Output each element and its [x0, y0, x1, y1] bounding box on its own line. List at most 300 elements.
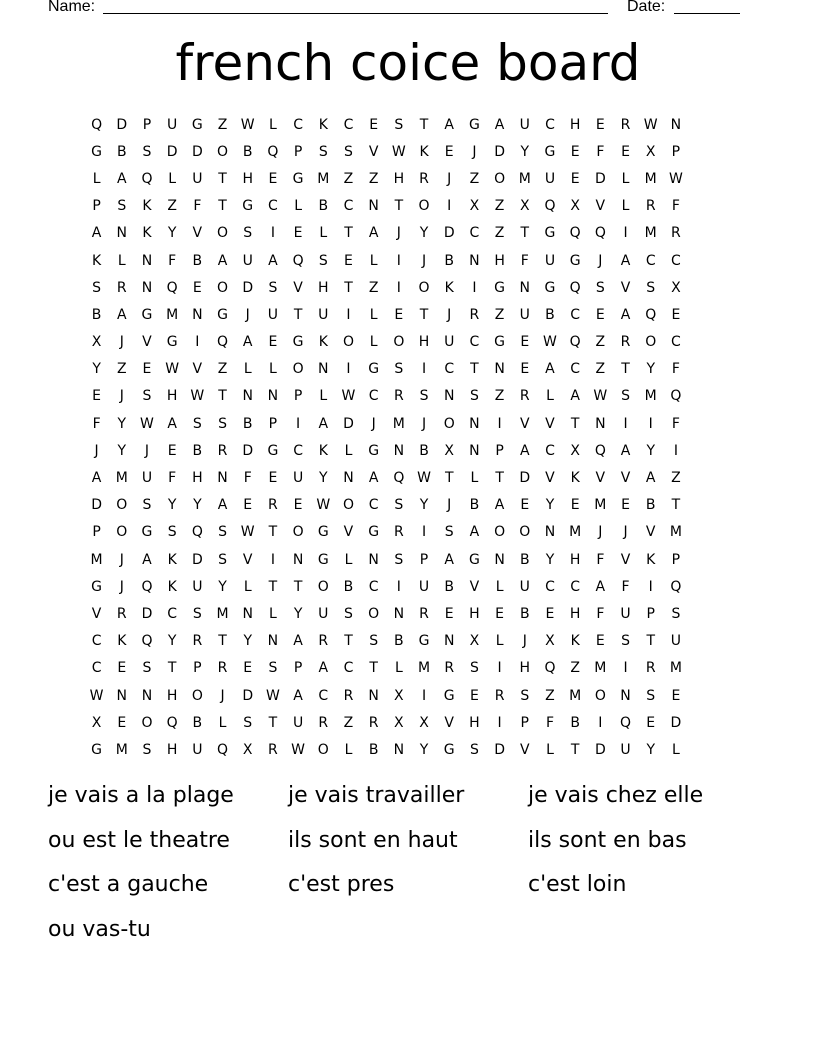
- grid-letter[interactable]: O: [494, 524, 506, 541]
- grid-letter[interactable]: F: [621, 578, 630, 595]
- grid-letter[interactable]: I: [396, 279, 401, 296]
- grid-letter[interactable]: O: [418, 279, 430, 296]
- grid-letter[interactable]: U: [318, 605, 329, 622]
- grid-letter[interactable]: Y: [646, 741, 655, 758]
- grid-letter[interactable]: N: [469, 415, 480, 432]
- grid-letter[interactable]: Q: [594, 225, 606, 242]
- grid-letter[interactable]: G: [267, 442, 279, 459]
- grid-letter[interactable]: G: [544, 225, 556, 242]
- grid-letter[interactable]: Q: [141, 633, 153, 650]
- grid-letter[interactable]: P: [520, 714, 529, 731]
- grid-letter[interactable]: Z: [116, 361, 127, 378]
- grid-letter[interactable]: Y: [117, 415, 127, 432]
- grid-letter[interactable]: I: [195, 334, 200, 351]
- grid-letter[interactable]: T: [218, 633, 227, 650]
- grid-letter[interactable]: L: [243, 361, 252, 378]
- grid-letter[interactable]: G: [191, 116, 203, 133]
- grid-letter[interactable]: I: [623, 415, 628, 432]
- grid-letter[interactable]: L: [269, 116, 277, 133]
- grid-letter[interactable]: N: [519, 279, 531, 296]
- grid-letter[interactable]: L: [394, 660, 403, 677]
- grid-letter[interactable]: X: [519, 198, 530, 215]
- grid-letter[interactable]: N: [670, 116, 682, 133]
- grid-letter[interactable]: B: [519, 605, 530, 622]
- grid-letter[interactable]: P: [293, 143, 303, 160]
- grid-letter[interactable]: Z: [167, 198, 177, 215]
- grid-letter[interactable]: A: [242, 334, 253, 351]
- grid-letter[interactable]: L: [117, 252, 126, 269]
- grid-letter[interactable]: C: [545, 442, 555, 459]
- grid-letter[interactable]: Y: [545, 497, 555, 514]
- grid-letter[interactable]: C: [293, 116, 303, 133]
- grid-letter[interactable]: L: [546, 388, 554, 405]
- grid-letter[interactable]: Y: [117, 442, 127, 459]
- grid-letter[interactable]: O: [594, 687, 606, 704]
- grid-letter[interactable]: K: [92, 252, 102, 269]
- grid-letter[interactable]: J: [94, 442, 99, 459]
- grid-letter[interactable]: Y: [545, 551, 555, 568]
- grid-letter[interactable]: Y: [243, 633, 252, 650]
- grid-letter[interactable]: L: [621, 198, 630, 215]
- grid-letter[interactable]: J: [421, 415, 427, 432]
- grid-letter[interactable]: V: [192, 225, 203, 242]
- grid-letter[interactable]: F: [520, 252, 529, 269]
- grid-letter[interactable]: J: [447, 170, 452, 187]
- grid-letter[interactable]: T: [470, 361, 479, 378]
- grid-letter[interactable]: S: [243, 225, 253, 242]
- grid-letter[interactable]: L: [344, 551, 353, 568]
- grid-letter[interactable]: I: [396, 252, 401, 269]
- grid-letter[interactable]: Z: [595, 334, 606, 351]
- grid-letter[interactable]: E: [646, 714, 656, 731]
- grid-letter[interactable]: V: [645, 524, 656, 541]
- grid-letter[interactable]: M: [569, 524, 582, 541]
- grid-letter[interactable]: S: [344, 605, 353, 622]
- grid-letter[interactable]: T: [268, 714, 278, 731]
- grid-letter[interactable]: N: [368, 687, 379, 704]
- grid-letter[interactable]: U: [141, 470, 153, 487]
- grid-letter[interactable]: W: [391, 143, 406, 160]
- grid-letter[interactable]: A: [293, 633, 303, 650]
- grid-letter[interactable]: W: [593, 388, 608, 405]
- grid-letter[interactable]: F: [671, 198, 680, 215]
- grid-letter[interactable]: X: [570, 442, 580, 459]
- grid-letter[interactable]: L: [344, 442, 353, 459]
- grid-letter[interactable]: H: [469, 605, 480, 622]
- grid-letter[interactable]: M: [166, 306, 179, 323]
- grid-letter[interactable]: Q: [141, 170, 153, 187]
- grid-letter[interactable]: G: [292, 170, 304, 187]
- grid-letter[interactable]: B: [116, 143, 127, 160]
- grid-letter[interactable]: N: [595, 415, 606, 432]
- grid-letter[interactable]: U: [318, 306, 329, 323]
- grid-letter[interactable]: I: [623, 660, 628, 677]
- grid-letter[interactable]: H: [166, 388, 178, 405]
- grid-letter[interactable]: W: [341, 388, 356, 405]
- grid-letter[interactable]: D: [519, 470, 531, 487]
- grid-letter[interactable]: S: [369, 633, 379, 650]
- grid-letter[interactable]: H: [242, 170, 253, 187]
- grid-letter[interactable]: S: [344, 143, 353, 160]
- grid-letter[interactable]: U: [620, 741, 631, 758]
- grid-letter[interactable]: E: [469, 687, 479, 704]
- grid-letter[interactable]: N: [368, 551, 379, 568]
- grid-letter[interactable]: D: [594, 170, 606, 187]
- grid-letter[interactable]: Z: [494, 306, 505, 323]
- grid-letter[interactable]: L: [319, 388, 328, 405]
- grid-letter[interactable]: G: [368, 524, 380, 541]
- grid-letter[interactable]: M: [392, 415, 405, 432]
- grid-letter[interactable]: J: [119, 334, 124, 351]
- grid-letter[interactable]: T: [570, 415, 580, 432]
- grid-letter[interactable]: G: [91, 143, 103, 160]
- grid-letter[interactable]: C: [343, 198, 354, 215]
- grid-letter[interactable]: T: [218, 198, 227, 215]
- grid-letter[interactable]: P: [293, 388, 303, 405]
- grid-letter[interactable]: R: [393, 524, 404, 541]
- grid-letter[interactable]: Q: [569, 279, 581, 296]
- grid-letter[interactable]: K: [419, 143, 429, 160]
- grid-letter[interactable]: V: [620, 470, 631, 487]
- grid-letter[interactable]: K: [167, 578, 177, 595]
- grid-letter[interactable]: Q: [594, 442, 606, 459]
- grid-letter[interactable]: D: [494, 143, 505, 160]
- grid-letter[interactable]: G: [166, 334, 178, 351]
- grid-letter[interactable]: Z: [469, 170, 480, 187]
- grid-letter[interactable]: J: [421, 252, 427, 269]
- grid-letter[interactable]: D: [166, 143, 178, 160]
- grid-letter[interactable]: J: [119, 551, 124, 568]
- grid-letter[interactable]: A: [620, 442, 631, 459]
- grid-letter[interactable]: H: [569, 116, 581, 133]
- grid-letter[interactable]: E: [192, 279, 202, 296]
- grid-letter[interactable]: Q: [569, 225, 581, 242]
- grid-letter[interactable]: J: [119, 388, 124, 405]
- grid-letter[interactable]: L: [495, 633, 504, 650]
- grid-letter[interactable]: O: [141, 714, 153, 731]
- grid-letter[interactable]: X: [394, 714, 404, 731]
- grid-letter[interactable]: R: [318, 633, 329, 650]
- grid-letter[interactable]: D: [443, 225, 455, 242]
- grid-letter[interactable]: T: [419, 306, 429, 323]
- grid-letter[interactable]: Y: [167, 497, 177, 514]
- grid-letter[interactable]: E: [142, 361, 152, 378]
- grid-letter[interactable]: K: [142, 198, 152, 215]
- grid-letter[interactable]: B: [419, 442, 429, 459]
- grid-letter[interactable]: N: [469, 252, 480, 269]
- grid-letter[interactable]: V: [242, 551, 253, 568]
- grid-letter[interactable]: Y: [419, 225, 429, 242]
- grid-letter[interactable]: M: [569, 687, 582, 704]
- grid-letter[interactable]: I: [296, 415, 301, 432]
- grid-letter[interactable]: S: [469, 388, 479, 405]
- grid-letter[interactable]: A: [217, 497, 228, 514]
- grid-letter[interactable]: B: [368, 741, 379, 758]
- grid-letter[interactable]: C: [293, 442, 303, 459]
- grid-letter[interactable]: E: [369, 116, 379, 133]
- grid-letter[interactable]: C: [570, 578, 581, 595]
- grid-letter[interactable]: V: [293, 279, 303, 296]
- grid-letter[interactable]: A: [570, 388, 580, 405]
- grid-letter[interactable]: R: [217, 660, 228, 677]
- grid-letter[interactable]: Z: [217, 116, 228, 133]
- grid-letter[interactable]: S: [142, 741, 152, 758]
- grid-letter[interactable]: B: [444, 252, 455, 269]
- grid-letter[interactable]: A: [368, 470, 379, 487]
- grid-letter[interactable]: T: [293, 578, 303, 595]
- grid-letter[interactable]: S: [218, 524, 227, 541]
- grid-letter[interactable]: N: [242, 388, 253, 405]
- grid-letter[interactable]: A: [620, 306, 631, 323]
- grid-letter[interactable]: C: [570, 361, 581, 378]
- grid-letter[interactable]: J: [119, 578, 124, 595]
- grid-letter[interactable]: A: [494, 497, 505, 514]
- grid-letter[interactable]: I: [623, 225, 628, 242]
- grid-letter[interactable]: Y: [419, 497, 429, 514]
- grid-letter[interactable]: T: [570, 741, 580, 758]
- grid-letter[interactable]: L: [168, 170, 177, 187]
- grid-letter[interactable]: C: [645, 252, 656, 269]
- grid-letter[interactable]: H: [393, 170, 405, 187]
- grid-letter[interactable]: L: [344, 741, 353, 758]
- grid-letter[interactable]: C: [545, 578, 555, 595]
- grid-letter[interactable]: O: [116, 497, 128, 514]
- grid-letter[interactable]: G: [443, 741, 455, 758]
- grid-letter[interactable]: F: [193, 198, 202, 215]
- grid-letter[interactable]: O: [292, 524, 304, 541]
- grid-letter[interactable]: L: [369, 334, 378, 351]
- grid-letter[interactable]: B: [645, 497, 656, 514]
- grid-letter[interactable]: O: [217, 279, 229, 296]
- grid-letter[interactable]: W: [140, 415, 154, 432]
- grid-letter[interactable]: B: [343, 578, 354, 595]
- grid-letter[interactable]: B: [192, 714, 203, 731]
- grid-letter[interactable]: N: [267, 388, 279, 405]
- grid-letter[interactable]: L: [369, 306, 378, 323]
- grid-letter[interactable]: W: [265, 687, 280, 704]
- grid-letter[interactable]: E: [520, 361, 530, 378]
- grid-letter[interactable]: N: [443, 388, 455, 405]
- grid-letter[interactable]: H: [166, 687, 178, 704]
- grid-letter[interactable]: G: [141, 524, 153, 541]
- grid-letter[interactable]: B: [394, 633, 404, 650]
- grid-letter[interactable]: P: [495, 442, 504, 459]
- grid-letter[interactable]: Y: [646, 442, 655, 459]
- grid-letter[interactable]: O: [317, 741, 329, 758]
- grid-letter[interactable]: P: [193, 660, 202, 677]
- grid-letter[interactable]: C: [444, 361, 455, 378]
- grid-letter[interactable]: V: [545, 470, 555, 487]
- grid-letter[interactable]: S: [318, 252, 328, 269]
- grid-letter[interactable]: E: [268, 470, 278, 487]
- grid-letter[interactable]: O: [342, 334, 354, 351]
- grid-letter[interactable]: A: [318, 415, 329, 432]
- grid-letter[interactable]: A: [368, 225, 379, 242]
- grid-letter[interactable]: P: [419, 551, 429, 568]
- grid-letter[interactable]: Q: [544, 198, 556, 215]
- grid-letter[interactable]: T: [167, 660, 177, 677]
- grid-letter[interactable]: R: [268, 497, 278, 514]
- grid-letter[interactable]: Z: [343, 170, 354, 187]
- grid-letter[interactable]: F: [92, 415, 101, 432]
- grid-letter[interactable]: R: [343, 687, 354, 704]
- grid-letter[interactable]: L: [92, 170, 101, 187]
- grid-letter[interactable]: F: [168, 470, 177, 487]
- grid-letter[interactable]: T: [344, 225, 353, 242]
- grid-letter[interactable]: E: [344, 252, 353, 269]
- grid-letter[interactable]: A: [116, 306, 127, 323]
- grid-letter[interactable]: D: [670, 714, 682, 731]
- grid-letter[interactable]: L: [269, 605, 277, 622]
- grid-letter[interactable]: S: [469, 741, 479, 758]
- date-field-line[interactable]: [674, 0, 740, 14]
- grid-letter[interactable]: I: [346, 361, 351, 378]
- grid-letter[interactable]: N: [318, 361, 329, 378]
- grid-letter[interactable]: P: [646, 605, 655, 622]
- grid-letter[interactable]: E: [92, 388, 102, 405]
- grid-letter[interactable]: V: [91, 605, 102, 622]
- grid-letter[interactable]: S: [167, 524, 177, 541]
- grid-letter[interactable]: J: [144, 442, 150, 459]
- grid-letter[interactable]: S: [218, 551, 227, 568]
- grid-letter[interactable]: O: [418, 198, 430, 215]
- grid-letter[interactable]: I: [598, 714, 603, 731]
- grid-letter[interactable]: E: [520, 497, 530, 514]
- grid-letter[interactable]: U: [267, 306, 279, 323]
- grid-letter[interactable]: S: [92, 279, 102, 296]
- grid-letter[interactable]: H: [418, 334, 430, 351]
- grid-letter[interactable]: A: [645, 470, 656, 487]
- grid-letter[interactable]: O: [292, 361, 304, 378]
- grid-letter[interactable]: O: [317, 578, 329, 595]
- grid-letter[interactable]: R: [368, 714, 379, 731]
- grid-letter[interactable]: R: [393, 388, 404, 405]
- grid-letter[interactable]: M: [216, 605, 229, 622]
- grid-letter[interactable]: K: [167, 551, 177, 568]
- grid-letter[interactable]: U: [167, 116, 178, 133]
- grid-letter[interactable]: Z: [671, 470, 681, 487]
- grid-letter[interactable]: A: [620, 252, 631, 269]
- grid-letter[interactable]: E: [167, 442, 177, 459]
- grid-letter[interactable]: F: [596, 551, 605, 568]
- grid-letter[interactable]: L: [470, 470, 479, 487]
- grid-letter[interactable]: L: [319, 225, 328, 242]
- grid-letter[interactable]: V: [545, 415, 555, 432]
- grid-letter[interactable]: Q: [141, 578, 153, 595]
- grid-letter[interactable]: S: [394, 551, 404, 568]
- grid-letter[interactable]: W: [643, 116, 658, 133]
- grid-letter[interactable]: X: [545, 633, 555, 650]
- grid-letter[interactable]: X: [645, 143, 656, 160]
- grid-letter[interactable]: A: [116, 170, 127, 187]
- grid-letter[interactable]: U: [192, 741, 203, 758]
- grid-letter[interactable]: I: [472, 279, 477, 296]
- grid-letter[interactable]: M: [317, 170, 330, 187]
- grid-letter[interactable]: L: [369, 252, 378, 269]
- grid-letter[interactable]: A: [519, 442, 530, 459]
- grid-letter[interactable]: E: [394, 306, 404, 323]
- grid-letter[interactable]: V: [469, 578, 480, 595]
- grid-letter[interactable]: B: [469, 497, 480, 514]
- grid-letter[interactable]: W: [543, 334, 557, 351]
- grid-letter[interactable]: G: [317, 524, 329, 541]
- grid-letter[interactable]: S: [142, 143, 152, 160]
- grid-letter[interactable]: H: [494, 252, 505, 269]
- grid-letter[interactable]: Z: [570, 660, 580, 677]
- grid-letter[interactable]: Z: [494, 388, 505, 405]
- grid-letter[interactable]: L: [218, 714, 227, 731]
- grid-letter[interactable]: R: [519, 388, 530, 405]
- grid-letter[interactable]: A: [444, 551, 454, 568]
- grid-letter[interactable]: B: [242, 415, 253, 432]
- grid-letter[interactable]: E: [570, 143, 580, 160]
- grid-letter[interactable]: T: [344, 633, 353, 650]
- grid-letter[interactable]: K: [318, 334, 328, 351]
- grid-letter[interactable]: U: [519, 116, 530, 133]
- grid-letter[interactable]: Y: [218, 578, 227, 595]
- grid-letter[interactable]: B: [192, 442, 203, 459]
- grid-letter[interactable]: S: [142, 497, 152, 514]
- grid-letter[interactable]: V: [368, 143, 379, 160]
- grid-letter[interactable]: S: [268, 279, 278, 296]
- grid-letter[interactable]: Q: [166, 279, 178, 296]
- grid-letter[interactable]: S: [419, 388, 429, 405]
- grid-letter[interactable]: R: [469, 306, 480, 323]
- grid-letter[interactable]: F: [545, 714, 554, 731]
- grid-letter[interactable]: Q: [267, 143, 279, 160]
- grid-letter[interactable]: S: [469, 660, 479, 677]
- grid-letter[interactable]: Z: [494, 225, 505, 242]
- grid-letter[interactable]: T: [218, 388, 227, 405]
- grid-letter[interactable]: S: [621, 388, 630, 405]
- grid-letter[interactable]: F: [596, 605, 605, 622]
- grid-letter[interactable]: G: [418, 633, 430, 650]
- grid-letter[interactable]: C: [91, 633, 102, 650]
- grid-letter[interactable]: C: [368, 388, 379, 405]
- grid-letter[interactable]: C: [343, 660, 354, 677]
- grid-letter[interactable]: R: [645, 198, 656, 215]
- grid-letter[interactable]: N: [494, 361, 505, 378]
- grid-letter[interactable]: T: [520, 225, 530, 242]
- grid-letter[interactable]: O: [116, 524, 128, 541]
- grid-letter[interactable]: T: [268, 578, 278, 595]
- grid-letter[interactable]: O: [217, 225, 229, 242]
- grid-letter[interactable]: T: [369, 660, 378, 677]
- grid-letter[interactable]: H: [569, 605, 581, 622]
- grid-letter[interactable]: R: [217, 442, 228, 459]
- grid-letter[interactable]: N: [141, 687, 153, 704]
- grid-letter[interactable]: O: [443, 415, 455, 432]
- grid-letter[interactable]: E: [621, 143, 630, 160]
- grid-letter[interactable]: C: [268, 198, 278, 215]
- grid-letter[interactable]: B: [545, 306, 555, 323]
- grid-letter[interactable]: X: [444, 442, 455, 459]
- grid-letter[interactable]: O: [519, 524, 531, 541]
- grid-letter[interactable]: S: [268, 660, 278, 677]
- grid-letter[interactable]: Y: [520, 143, 530, 160]
- grid-letter[interactable]: T: [419, 116, 429, 133]
- grid-letter[interactable]: O: [645, 334, 657, 351]
- grid-letter[interactable]: G: [468, 116, 480, 133]
- grid-letter[interactable]: S: [218, 415, 227, 432]
- grid-letter[interactable]: D: [242, 687, 254, 704]
- grid-letter[interactable]: I: [447, 198, 452, 215]
- grid-letter[interactable]: J: [447, 306, 452, 323]
- grid-letter[interactable]: E: [243, 660, 253, 677]
- grid-letter[interactable]: I: [421, 687, 427, 704]
- grid-letter[interactable]: S: [595, 279, 605, 296]
- grid-letter[interactable]: Z: [494, 198, 505, 215]
